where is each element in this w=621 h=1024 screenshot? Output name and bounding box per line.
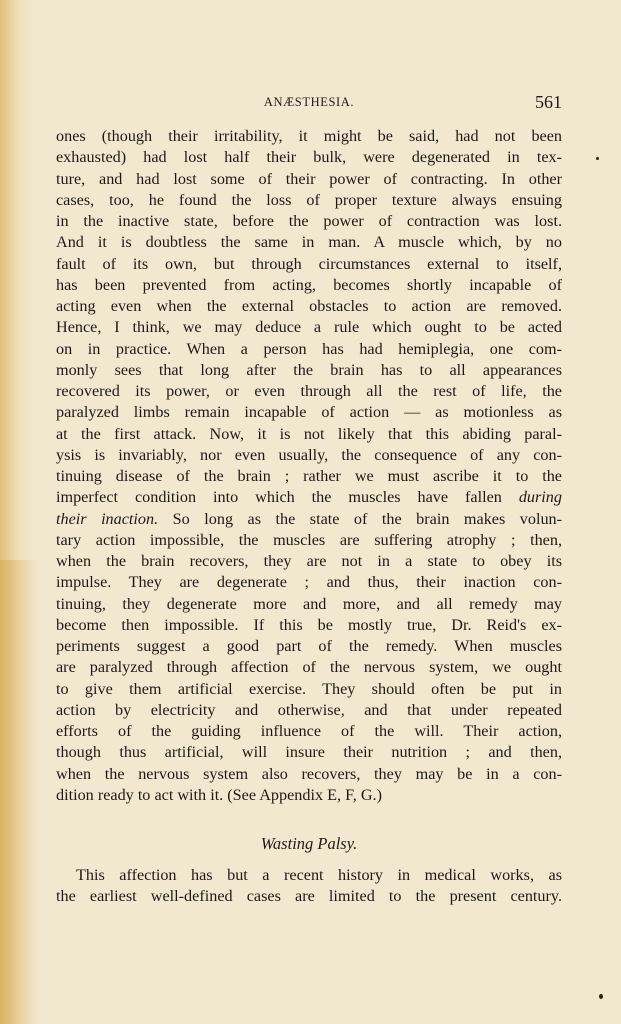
text-line: This affection has but a recent history in medical works, as <box>76 866 562 884</box>
text-line: efforts of the guiding influence of the will. Their action, <box>56 722 562 740</box>
text-line: ture, and had lost some of their power of contracting. In other <box>56 169 562 188</box>
text-line: are paralyzed through affection of the nervous system, we ought <box>56 658 562 677</box>
emphasis-text: their inaction. <box>56 509 159 528</box>
text-line <box>56 487 562 508</box>
text-line: recovered its power, or even through all the rest of life, the <box>56 382 562 400</box>
page-number: 561 <box>535 92 562 112</box>
text-line: on in practice. When a person has had hemiplegia, one com- <box>56 339 562 358</box>
text-line: exhausted) had lost half their bulk, were degenerated in tex- <box>56 148 562 167</box>
running-head: ANÆSTHESIA. <box>263 95 355 109</box>
text-line: the earliest well-defined cases are limited to the present century. <box>56 887 562 906</box>
text-line: become then impossible. If this be mostly true, Dr. Reid's ex- <box>56 615 562 634</box>
text-line: action by electricity and otherwise, and that under repeated <box>56 700 562 719</box>
text-line: when the nervous system also recovers, they may be in a con- <box>56 764 562 783</box>
text-line: impulse. They are degenerate ; and thus, their inaction con- <box>56 573 562 592</box>
text-line: tary action impossible, the muscles are suffering atrophy ; then, <box>56 530 562 549</box>
text-line: ones (though their irritability, it might be said, had not been <box>56 127 562 145</box>
text-line: tinuing disease of the brain ; rather we must ascribe it to the <box>56 467 562 485</box>
emphasis-text: during <box>518 488 562 507</box>
section-heading: Wasting Palsy. <box>260 834 358 853</box>
paragraph-2 <box>56 865 562 908</box>
text-line: paralyzed limbs remain incapable of action — as motionless as <box>56 403 562 422</box>
text-line: tinuing, they degenerate more and more, and all remedy may <box>56 594 562 613</box>
ink-speck <box>599 994 603 999</box>
ink-speck <box>596 157 599 160</box>
text-line: cases, too, he found the loss of proper texture always ensuing <box>56 190 562 209</box>
text-line: ysis is invariably, nor even usually, the consequence of any con- <box>56 445 562 464</box>
text-line: though thus artificial, will insure their nutrition ; and then, <box>56 743 562 762</box>
text-line: dition ready to act with it. (See Appendix E, F, G.) <box>56 785 382 804</box>
text-line: when the brain recovers, they are not in a state to obey its <box>56 552 562 570</box>
text-line: fault of its own, but through circumstances external to itself, <box>56 254 562 273</box>
text-line: has been prevented from acting, becomes shortly incapable of <box>56 275 562 294</box>
text-line: monly sees that long after the brain has to all appearances <box>56 360 562 379</box>
paragraph-1 <box>56 126 562 806</box>
text-line: acting even when the external obstacles to action are removed. <box>56 297 562 315</box>
page-header <box>56 92 562 114</box>
text-line: at the first attack. Now, it is not likely that this abiding paral- <box>56 424 562 443</box>
page-body <box>56 126 562 908</box>
text-span: So long as the state of the brain makes volun- <box>172 509 563 528</box>
text-line: to give them artificial exercise. They should often be put in <box>56 679 562 698</box>
text-line: And it is doubtless the same in man. A muscle which, by no <box>56 233 562 252</box>
text-line: in the inactive state, before the power of contraction was lost. <box>56 212 562 230</box>
text-line: periments suggest a good part of the remedy. When muscles <box>56 637 562 655</box>
text-span: imperfect condition into which the muscles have fallen <box>56 488 502 507</box>
text-line: Hence, I think, we may deduce a rule which ought to be acted <box>56 318 562 337</box>
page-edge-stain <box>0 560 40 1024</box>
text-line <box>56 509 562 530</box>
